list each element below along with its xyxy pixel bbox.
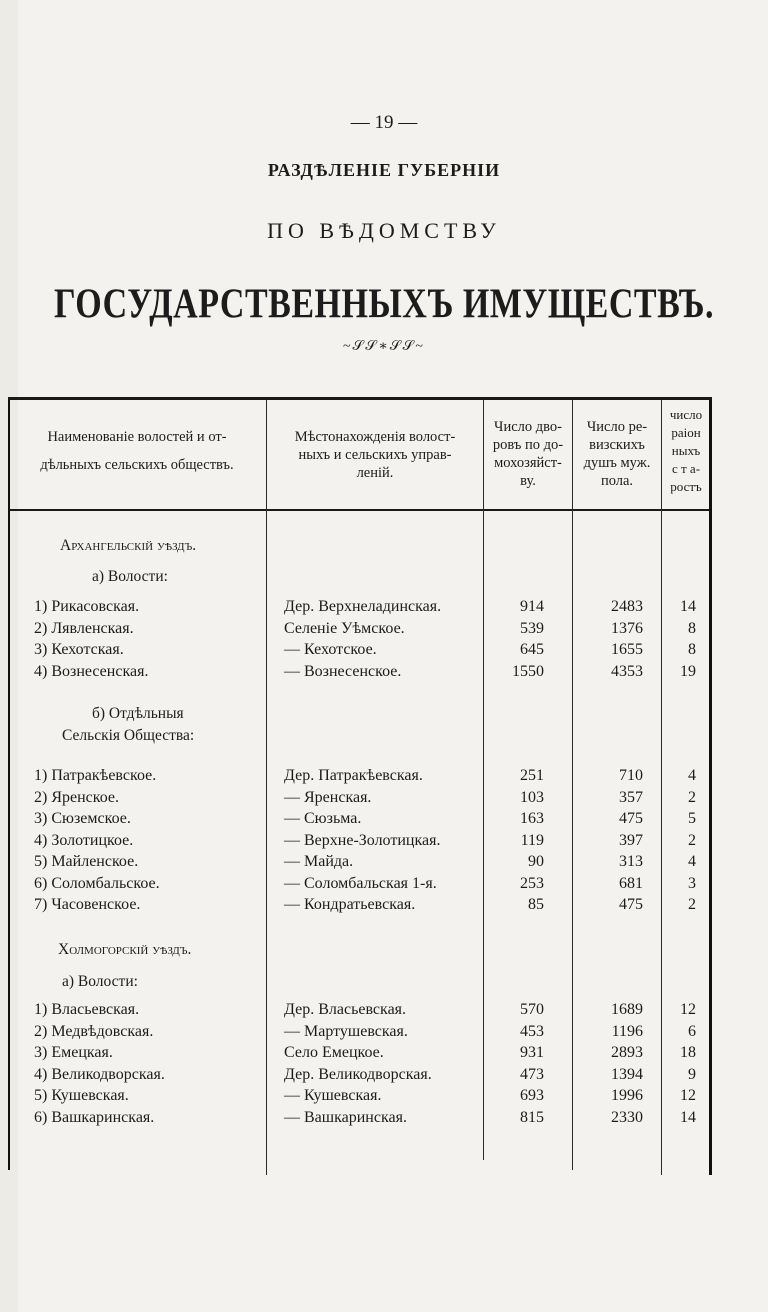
- cell-yards: 453: [520, 1022, 544, 1040]
- cell-elders: 8: [688, 619, 696, 637]
- page-number: — 19 —: [350, 112, 418, 133]
- cell-souls: 313: [619, 853, 643, 870]
- cell-souls: 1196: [611, 1022, 643, 1040]
- table-row: [0, 896, 768, 918]
- section-sub-obshchestva-b: Сельскія Общества:: [62, 727, 195, 744]
- cell-loc: — Сюзьма.: [284, 810, 362, 827]
- title-line-3: ГОСУДАРСТВЕННЫХЪ ИМУЩЕСТВЪ.: [54, 281, 714, 328]
- table-top-rule: [8, 397, 712, 400]
- cell-loc: Дер. Патракѣевская.: [284, 767, 423, 784]
- cell-loc: — Вознесенское.: [284, 662, 402, 680]
- cell-elders: 2: [688, 896, 696, 913]
- cell-name: 5) Кушевская.: [34, 1087, 129, 1104]
- cell-souls: 1996: [611, 1087, 643, 1104]
- cell-souls: 681: [619, 874, 643, 892]
- cell-yards: 85: [528, 896, 544, 913]
- cell-yards: 90: [528, 853, 544, 870]
- cell-name: 1) Патракѣевское.: [34, 767, 157, 784]
- cell-loc: — Кехотское.: [284, 641, 377, 658]
- cell-name: 6) Вашкаринская.: [34, 1108, 155, 1126]
- cell-name: 7) Часовенское.: [34, 896, 141, 913]
- table-row: [0, 789, 768, 811]
- cell-yards: 645: [520, 641, 544, 658]
- cell-yards: 570: [520, 1001, 544, 1018]
- cell-loc: Дер. Верхнеладинская.: [284, 598, 442, 615]
- table-row: [0, 810, 768, 832]
- section-sub-volosti-1: а) Волости:: [92, 568, 168, 585]
- table-row: [0, 1109, 768, 1131]
- section-sub-volosti-2: а) Волости:: [62, 973, 138, 990]
- table-row: [0, 832, 768, 854]
- cell-yards: 815: [520, 1108, 544, 1126]
- table-row: [0, 1001, 768, 1023]
- table-header-rule: [8, 509, 712, 511]
- cell-souls: 2330: [611, 1108, 643, 1126]
- cell-elders: 6: [688, 1022, 696, 1040]
- table-row: [0, 1066, 768, 1088]
- cell-name: 2) Медвѣдовская.: [34, 1022, 154, 1040]
- cell-loc: Дер. Власьевская.: [284, 1001, 407, 1018]
- cell-souls: 2893: [611, 1044, 643, 1061]
- cell-elders: 4: [688, 853, 696, 870]
- cell-souls: 4353: [611, 662, 643, 680]
- cell-elders: 5: [688, 810, 696, 827]
- cell-elders: 4: [688, 767, 696, 784]
- cell-loc: — Соломбальская 1-я.: [284, 874, 437, 892]
- table-row: [0, 620, 768, 642]
- cell-yards: 693: [520, 1087, 544, 1104]
- section-title-arkhangelsk: Архангельскій уѣздъ.: [60, 537, 197, 554]
- cell-elders: 12: [680, 1087, 696, 1104]
- cell-souls: 1376: [611, 619, 643, 637]
- cell-elders: 18: [680, 1044, 696, 1061]
- cell-yards: 103: [520, 788, 544, 806]
- cell-yards: 473: [520, 1065, 544, 1083]
- table-row: [0, 875, 768, 897]
- table-row: [0, 663, 768, 685]
- ornament: ~𝒮𝒮∗𝒮𝒮~: [342, 339, 425, 354]
- cell-souls: 475: [619, 810, 643, 827]
- cell-name: 1) Власьевская.: [34, 1001, 140, 1018]
- cell-loc: Дер. Великодворская.: [284, 1065, 432, 1083]
- cell-yards: 163: [520, 810, 544, 827]
- cell-name: 4) Вознесенская.: [34, 662, 149, 680]
- cell-loc: — Майда.: [284, 853, 354, 870]
- cell-loc: — Мартушевская.: [284, 1022, 408, 1040]
- table-row: [0, 1023, 768, 1045]
- cell-loc: — Верхне-Золотицкая.: [284, 831, 441, 849]
- cell-loc: — Яренская.: [284, 788, 372, 806]
- cell-elders: 12: [680, 1001, 696, 1018]
- cell-elders: 2: [688, 788, 696, 806]
- header-souls: Число ре- визскихъ душъ муж. пола.: [583, 419, 651, 489]
- title-line-2: ПО ВѢДОМСТВУ: [267, 218, 501, 243]
- cell-souls: 475: [619, 896, 643, 913]
- cell-souls: 1394: [611, 1065, 643, 1083]
- cell-souls: 2483: [611, 598, 643, 615]
- cell-yards: 1550: [512, 662, 544, 680]
- table-row: [0, 853, 768, 875]
- table-row: [0, 598, 768, 620]
- cell-yards: 931: [520, 1044, 544, 1061]
- cell-souls: 397: [619, 831, 643, 849]
- cell-souls: 1655: [611, 641, 643, 658]
- cell-name: 2) Яренское.: [34, 788, 120, 806]
- header-elders: число раіон ныхъ с т а- ростъ: [669, 407, 703, 494]
- cell-loc: — Вашкаринская.: [284, 1108, 407, 1126]
- table-row: [0, 641, 768, 663]
- cell-elders: 9: [688, 1065, 696, 1083]
- cell-yards: 119: [520, 831, 544, 849]
- section-sub-obshchestva-a: б) Отдѣльныя: [92, 705, 184, 722]
- cell-elders: 19: [680, 662, 696, 680]
- cell-elders: 8: [688, 641, 696, 658]
- cell-loc: — Кушевская.: [284, 1087, 382, 1104]
- table-row: [0, 1044, 768, 1066]
- cell-name: 3) Сюземское.: [34, 810, 131, 827]
- cell-name: 4) Золотицкое.: [34, 831, 134, 849]
- cell-yards: 251: [520, 767, 544, 784]
- cell-name: 2) Лявленская.: [34, 619, 134, 637]
- cell-loc: Селеніе Уѣмское.: [284, 619, 405, 637]
- cell-souls: 1689: [611, 1001, 643, 1018]
- header-yards: Число дво- ровъ по до- мохозяйст- ву.: [492, 419, 564, 489]
- title-line-1: РАЗДѢЛЕНІЕ ГУБЕРНІИ: [267, 160, 501, 180]
- cell-yards: 253: [520, 874, 544, 892]
- cell-name: 5) Майленское.: [34, 853, 139, 870]
- cell-souls: 710: [619, 767, 643, 784]
- cell-elders: 3: [688, 874, 696, 892]
- header-location: Мѣстонахожденія волост- ныхъ и сельскихъ управ- леній.: [294, 429, 456, 481]
- cell-name: 1) Рикасовская.: [34, 598, 140, 615]
- cell-name: 3) Кехотская.: [34, 641, 124, 658]
- cell-name: 4) Великодворская.: [34, 1065, 165, 1083]
- cell-elders: 14: [680, 1108, 696, 1126]
- cell-yards: 539: [520, 619, 544, 637]
- cell-souls: 357: [619, 788, 643, 806]
- header-name: Наименованіе волостей и от- дѣльныхъ сельскихъ обществъ.: [40, 429, 234, 473]
- section-title-kholmogory: Холмогорскій уѣздъ.: [58, 941, 192, 958]
- cell-name: 3) Емецкая.: [34, 1044, 113, 1061]
- cell-name: 6) Соломбальское.: [34, 874, 160, 892]
- cell-yards: 914: [520, 598, 544, 615]
- table-row: [0, 1087, 768, 1109]
- cell-loc: Село Емецкое.: [284, 1044, 384, 1061]
- table-row: [0, 767, 768, 789]
- cell-loc: — Кондратьевская.: [284, 896, 416, 913]
- cell-elders: 14: [680, 598, 696, 615]
- cell-elders: 2: [688, 831, 696, 849]
